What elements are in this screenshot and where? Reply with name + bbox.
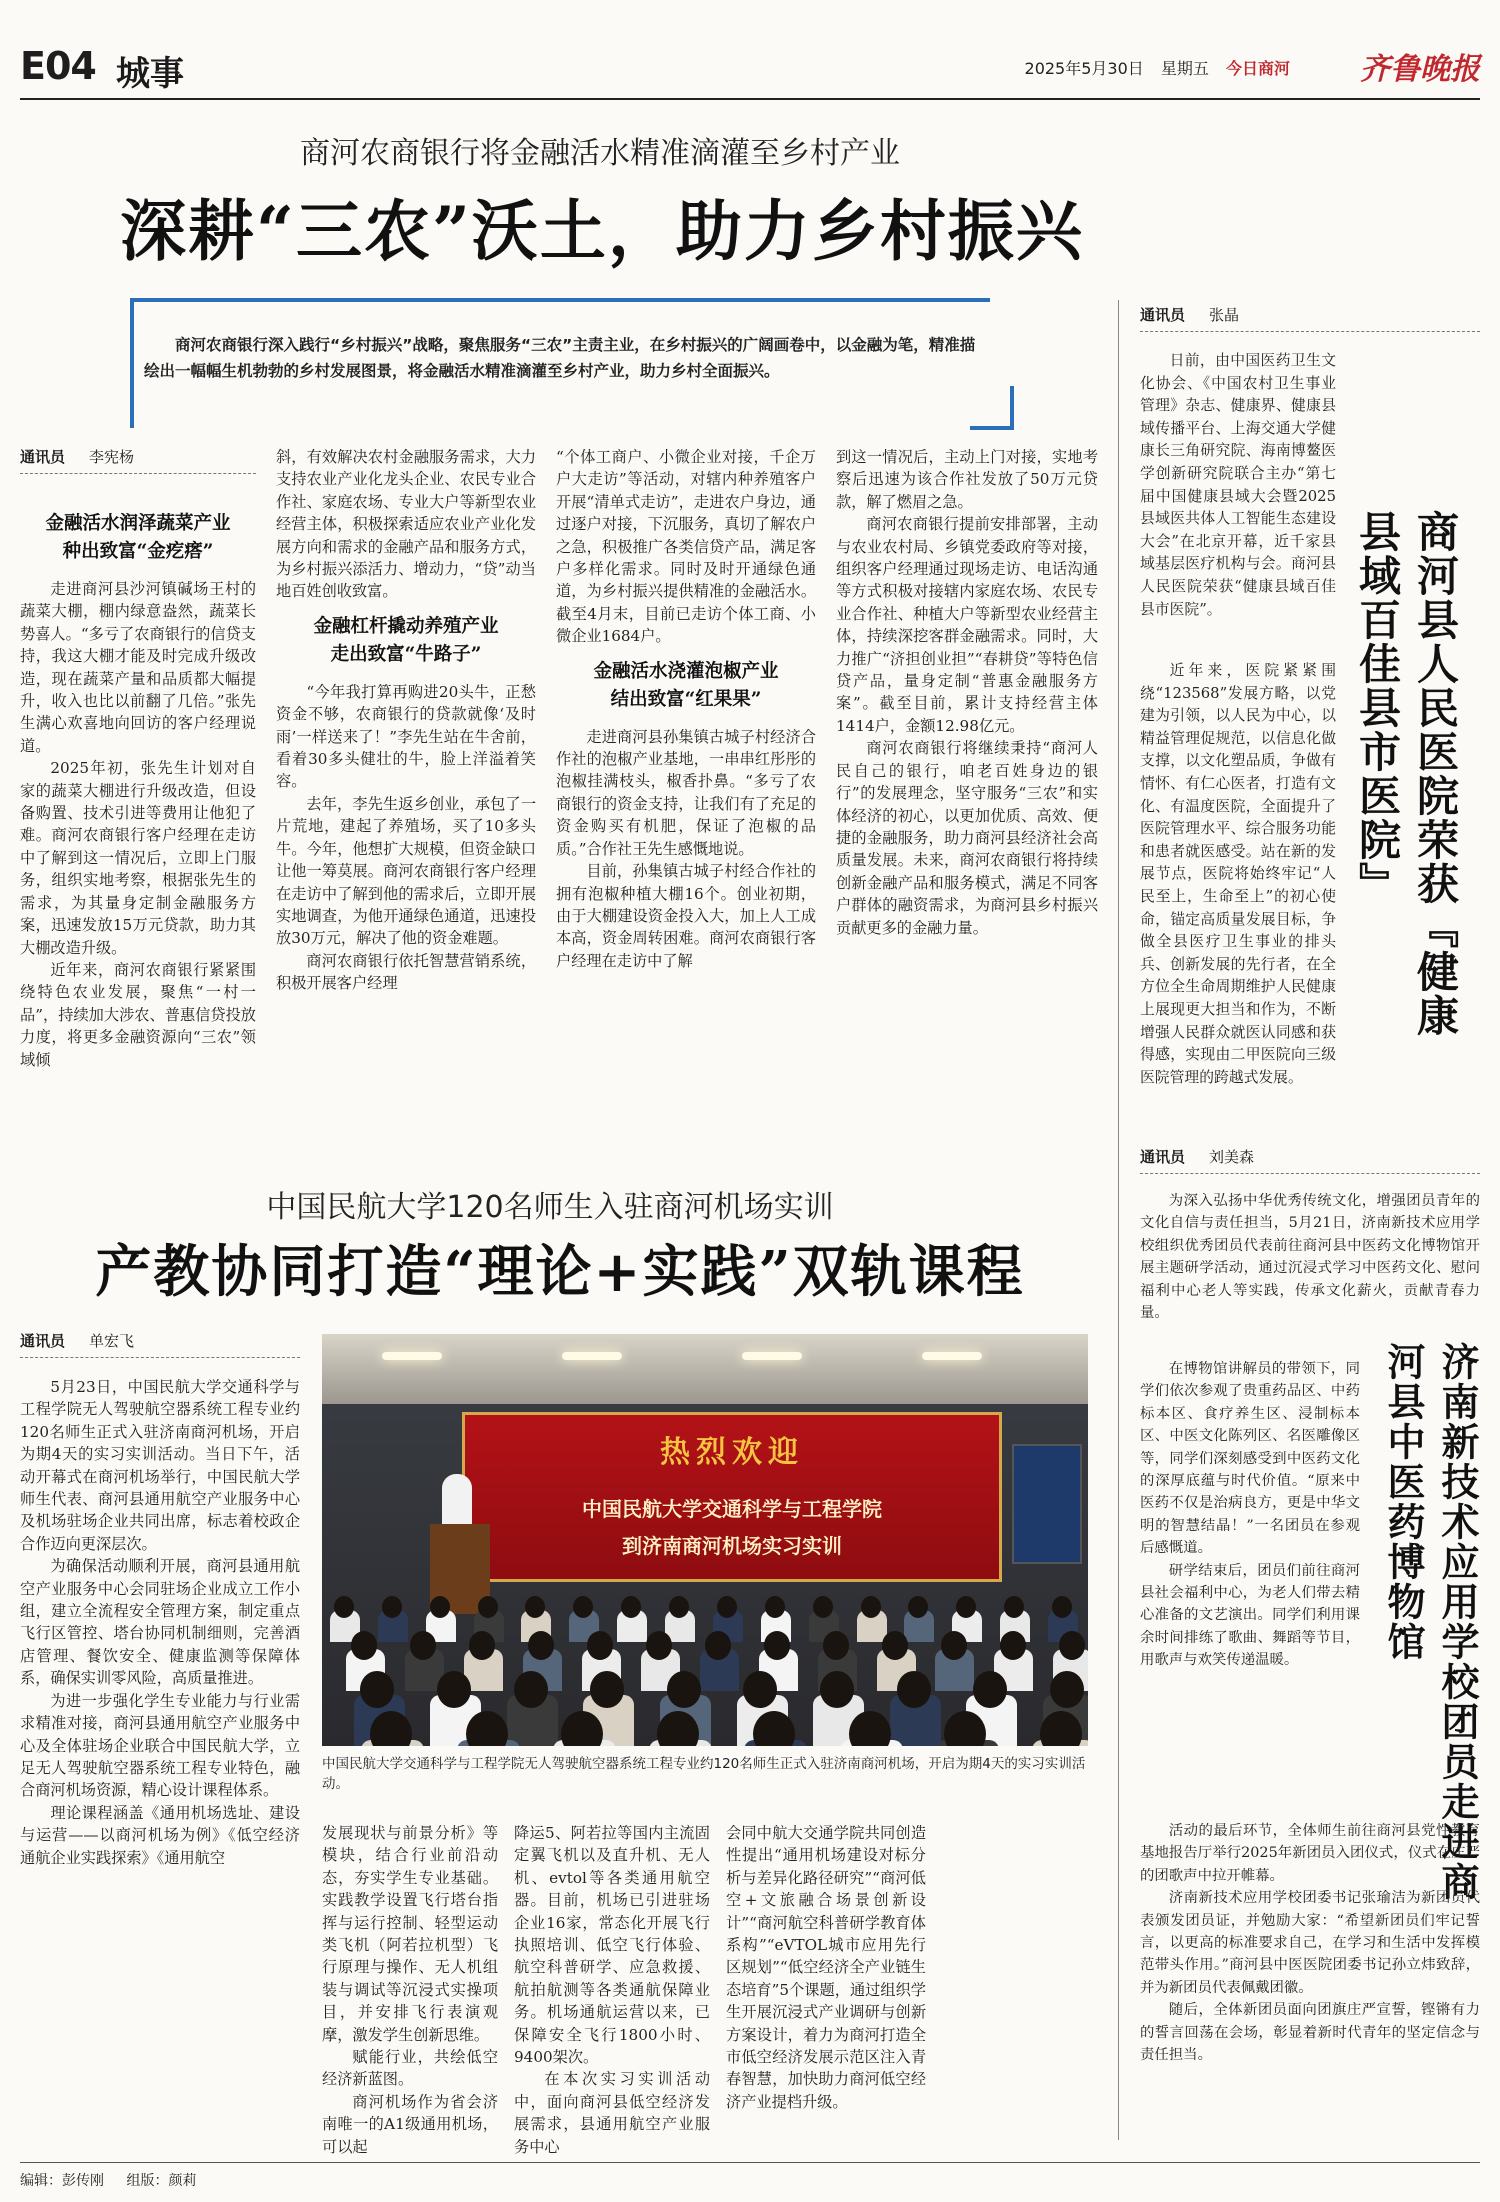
issue-date: 2025年5月30日	[1024, 59, 1144, 78]
audience-member-head	[646, 1631, 672, 1660]
audience-member-head	[410, 1631, 436, 1660]
audience-member-head	[466, 1711, 508, 1746]
audience-member-head	[849, 1711, 891, 1746]
paragraph: 随后，全体新团员面向团旗庄严宣誓，铿锵有力的誓言回荡在会场，彰显着新时代青年的坚定信念与责任担当。	[1140, 2002, 1480, 2064]
paragraph: 活动的最后环节，全体师生前往商河县党性教育基地报告厅举行2025年新团员入团仪式，仪式在庄严的团歌声中拉开帷幕。	[1140, 1823, 1480, 1884]
audience-member-head	[764, 1631, 790, 1660]
article1-byline: 通讯员 李宪杨	[20, 446, 256, 474]
article1-column-3	[556, 446, 816, 972]
paragraph: 赋能行业，共绘低空经济新蓝图。	[322, 2048, 498, 2089]
paragraph: “今年我打算再购进20头牛，正愁资金不够，农商银行的贷款就像‘及时雨’一样送来了！”李先生站在牛舍前，看着30多头健壮的牛，脸上洋溢着笑容。	[276, 682, 536, 791]
article3-byline: 通讯员 单宏飞	[20, 1330, 300, 1358]
footer-rule	[20, 2162, 1480, 2163]
speaker	[442, 1474, 472, 1529]
audience-member-head	[469, 1631, 495, 1660]
audience-member-head	[765, 1596, 785, 1618]
audience-member-head	[882, 1631, 908, 1660]
welcome-banner	[462, 1412, 1002, 1582]
audience-member-head	[382, 1596, 402, 1618]
article4-intro	[1140, 1190, 1480, 1324]
article2-body-mid	[1140, 660, 1336, 1089]
audience	[322, 1576, 1088, 1746]
audience-member-head	[334, 1596, 354, 1618]
paragraph: 商河农商银行依托智慧营销系统，积极开展客户经理	[276, 951, 536, 993]
article4-reporter: 刘美森	[1209, 1148, 1255, 1166]
editor-credit: 编辑：彭传刚	[20, 2173, 104, 2189]
article3-headline: 产教协同打造“理论+实践”双轨课程	[95, 1239, 1025, 1305]
article2-byline: 通讯员 张晶	[1140, 304, 1480, 332]
audience-member-head	[437, 1671, 471, 1708]
paragraph: 5月23日，中国民航大学交通科学与工程学院无人驾驶航空器系统工程专业约120名师生正式入驻济南商河机场，开启为期4天的实习实训活动。当日下午，活动开幕式在商河机场举行，中国民航大学师生代表、商河县通用航空产业服务中心及机场驻场企业共同出席，标志着校政企合作迈向更深层次。	[20, 1378, 300, 1553]
paragraph: 去年，李先生返乡创业，承包了一片荒地，建起了养殖场，买了10多头牛。今年，他想扩大规模，但资金缺口让他一筹莫展。商河农商银行客户经理在走访中了解到他的需求后，立即开展实地调查，为他开通绿色通道，迅速投放30万元，解决了他的资金难题。	[276, 794, 536, 948]
paragraph: 目前，孙集镇古城子村经合作社的拥有泡椒种植大棚16个。创业初期，由于大棚建设资金投入大，加上人工成本高，资金周转困难。商河农商银行客户经理在走访中了解	[556, 862, 816, 970]
article2-reporter: 张晶	[1209, 306, 1240, 324]
audience-member-head	[705, 1631, 731, 1660]
article1-subhead-3: 金融活水浇灌泡椒产业 结出致富“红果果”	[593, 660, 779, 710]
article3-reporter: 单宏飞	[89, 1332, 135, 1350]
audience-member-head	[669, 1596, 689, 1618]
audience-member-head	[717, 1596, 737, 1618]
photo-light	[922, 1352, 982, 1360]
paragraph: 商河机场作为省会济南唯一的A1级通用机场，可以起	[322, 2092, 498, 2156]
paragraph: 为深入弘扬中华优秀传统文化，增强团员青年的文化自信与责任担当，5月21日，济南新技术应用学校组织优秀团员代表前往商河县中医药文化博物馆开展主题研学活动，通过沉浸式学习中医药文化、慰问福利中心老人等实践，传承文化薪火，贡献青春力量。	[1140, 1193, 1480, 1322]
audience-member-head	[820, 1671, 854, 1708]
layout-credit: 组版：颜莉	[126, 2173, 197, 2189]
paragraph: 日前，由中国医药卫生文化协会、《中国农村卫生事业管理》杂志、健康界、健康县域传播平台、上海交通大学健康长三角研究院、海南博鳌医学创新研究院联合主办“第七届中国健康县域大会暨2025县域医共体人工智能生态建设大会”在北京开幕，近千家县域基层医疗机构与会。商河县人民医院荣获“健康县域百佳县市医院”。	[1140, 352, 1336, 618]
photo-caption: 中国民航大学交通科学与工程学院无人驾驶航空器系统工程专业约120名师生正式入驻济南商河机场，开启为期4天的实习实训活动。	[322, 1756, 1086, 1792]
article2-body-top	[1140, 350, 1336, 621]
paragraph: 商河农商银行提前安排部署，主动与农业农村局、乡镇党委政府等对接，组织客户经理通过现场走访、电话沟通等方式积极对接辖内家庭农场、农民专业合作社、种植大户等新型农业经营主体，持续深挖客群金融需求。同时，大力推广“济担创业担”“春耕贷”等特色信贷产品，量身定制“普惠金融服务方案”。截至目前，累计支持经营主体1414户，金额12.98亿元。	[836, 515, 1098, 735]
date-info	[1013, 56, 1290, 79]
masthead	[20, 40, 1480, 100]
paragraph: 发展现状与前景分析》等模块，结合行业前沿动态，夯实学生专业基础。实践教学设置飞行塔台指挥与运行控制、轻型运动类飞机（阿若拉机型）飞行原理与操作、无人机组装与调试等沉浸式实操项目，并安排飞行表演观摩，激发学生创新思维。	[322, 1824, 498, 2044]
article2-title: 商河县人民医院荣获『健康县域百佳县市医院』	[1353, 510, 1460, 1038]
paragraph: 研学结束后，团员们前往商河县社会福利中心，为老人们带去精心准备的文艺演出。同学们利用课余时间排练了歌曲、舞蹈等节目，用歌声与欢笑传递温暖。	[1140, 1562, 1360, 1669]
page-number: E04	[20, 44, 96, 88]
audience-member-head	[1000, 1631, 1026, 1660]
article1-subhead-1: 金融活水润泽蔬菜产业 种出致富“金疙瘩”	[45, 513, 231, 562]
audience-member-head	[351, 1631, 377, 1660]
audience-member-head	[528, 1631, 554, 1660]
paper-logo: 齐鲁晚报	[1360, 52, 1480, 87]
audience-member-head	[478, 1596, 498, 1618]
article4-body-wide	[1140, 1820, 1480, 2066]
issue-weekday: 星期五	[1160, 59, 1209, 78]
paragraph: 走进商河县孙集镇古城子村经济合作社的泡椒产业基地，一串串红彤彤的泡椒挂满枝头，椒香扑鼻。“多亏了农商银行的资金支持，让我们有了充足的资金购买有机肥，保证了泡椒的品质。”合作社王先生感慨地说。	[556, 727, 816, 858]
photo-light	[742, 1352, 802, 1360]
paragraph: 2025年初，张先生计划对自家的蔬菜大棚进行升级改造，但设备购置、技术引进等费用让他犯了难。商河农商银行客户经理在走访中了解到这一情况后，立即上门服务，组织实地考察，根据张先生的需求，为其量身定制金融服务方案，迅速发放15万元贷款，助力其大棚改造升级。	[20, 759, 256, 957]
article1-column-4	[836, 446, 1098, 939]
audience-member-head	[430, 1596, 450, 1618]
paragraph: 在博物馆讲解员的带领下，同学们依次参观了贵重药品区、中药标本区、食疗养生区、浸制标本区、中医文化陈列区、名医雕像区等，同学们深刻感受到中医药文化的深厚底蕴与时代价值。“原来中医药不仅是治病良方，更是中华文明的智慧结晶！”一名团员在参观后感慨道。	[1140, 1361, 1360, 1557]
photo-light	[562, 1352, 622, 1360]
article1-column-2	[276, 446, 536, 995]
article3-column-4	[726, 1822, 926, 2113]
banner-welcome: 热烈欢迎	[660, 1435, 804, 1470]
paragraph: 商河农商银行将继续秉持“商河人民自己的银行，咱老百姓身边的银行”的发展理念，坚守服务“三农”和实体经济的初心，以更加优质、高效、便捷的金融服务，助力商河县经济社会高质量发展。未来，商河农商银行将持续创新金融产品和服务模式，满足不同客户群体的融资需求，为商河县乡村振兴贡献更多的金融力量。	[836, 739, 1098, 937]
audience-member-head	[861, 1596, 881, 1618]
audience-member-head	[941, 1631, 967, 1660]
paragraph: 走进商河县沙河镇碱场王村的蔬菜大棚，棚内绿意盎然，蔬菜长势喜人。“多亏了农商银行的信贷支持，我这大棚才能及时完成升级改造，现在蔬菜产量和品质都大幅提升，收入也比以前翻了几倍。”张先生满心欢喜地向回访的客户经理说道。	[20, 580, 256, 755]
paragraph: “个体工商户、小微企业对接，千企万户大走访”等活动，对辖内种养殖客户开展“清单式走访”，走进农户身边，通过逐户对接，下沉服务，真切了解农户之急，积极推广各类信贷产品，满足客户多样化需求。同时及时开通绿色通道，为乡村振兴提供精准的金融活水。截至4月末，目前已走访个体工商、小微企业1684户。	[556, 448, 816, 646]
paragraph: 近年来，医院紧紧围绕“123568”发展方略，以党建为引领，以人民为中心，以精益管理促规范，以信息化做支撑，以文化塑品质，争做有情怀、有仁心医者，打造有文化、有温度医院，全面提升了医院管理水平、综合服务功能和患者就医感受。站在新的发展节点，医院将始终牢记“人民至上，生命至上”的初心使命，锚定高质量发展目标，争做全县医疗卫生事业的排头兵、创新发展的先行者，在全方位全生命周期维护人民健康上展现更大担当和作为，不断增强人民群众就医认同感和获得感，实现由二甲医院向三级医院管理的跨越式发展。	[1140, 662, 1336, 1086]
paragraph: 理论课程涵盖《通用机场选址、建设与运营——以商河机场为例》《低空经济通航企业实践探索》《通用航空	[20, 1803, 300, 1867]
side-screen	[1012, 1444, 1082, 1564]
article1-reporter: 李宪杨	[89, 448, 135, 466]
paragraph: 斜，有效解决农村金融服务需求，大力支持农业产业化龙头企业、农民专业合作社、家庭农场、专业大户等新型农业经营主体，积极探索适应农业产业化发展方向和需求的金融产品和服务方式，为乡村振兴添活力、增动力，“贷”动当地百姓创收致富。	[276, 448, 536, 601]
article4-title: 济南新技术应用学校团员走进商河县中医药博物馆	[1381, 1342, 1480, 1902]
article1-column-1	[20, 500, 256, 1071]
article4-byline: 通讯员 刘美森	[1140, 1146, 1480, 1174]
section-name: 城事	[116, 54, 184, 94]
photo-light	[382, 1352, 442, 1360]
audience-member-head	[823, 1631, 849, 1660]
paragraph: 近年来，商河农商银行紧紧围绕特色农业发展，聚焦“一村一品”，持续加大涉农、普惠信贷投放力度，将更多金融资源向“三农”领域倾	[20, 960, 256, 1069]
audience-member-head	[370, 1711, 412, 1746]
article1-kicker: 商河农商银行将金融活水精准滴灌至乡村产业	[300, 136, 900, 171]
article3-kicker: 中国民航大学120名师生入驻商河机场实训	[266, 1190, 834, 1225]
audience-member-head	[897, 1671, 931, 1708]
article1-lede-box	[130, 298, 990, 428]
audience-member-head	[1059, 1631, 1085, 1660]
event-photo	[322, 1334, 1088, 1746]
audience-member-head	[1050, 1671, 1084, 1708]
column-divider	[1118, 300, 1119, 2140]
banner-line-1: 中国民航大学交通科学与工程学院	[582, 1497, 882, 1521]
paragraph: 为进一步强化学生专业能力与行业需求精准对接，商河县通用航空产业服务中心及全体驻场企业联合中国民航大学，立足无人驾驶航空器系统工程专业特色，融合商河机场资源，精心设计课程体系。	[20, 1691, 300, 1800]
paragraph: 为确保活动顺利开展，商河县通用航空产业服务中心会同驻场企业成立工作小组，建立全流程安全管理方案，制定重点飞行区管控、塔台协同机制细则，完善酒店管理、餐饮安全、健康监测等保障体系，确保实训零风险，高质量推进。	[20, 1557, 300, 1688]
audience-member-head	[514, 1671, 548, 1708]
audience-member-head	[753, 1711, 795, 1746]
article1-subhead-2: 金融杠杆撬动养殖产业 走出致富“牛路子”	[313, 615, 499, 665]
paragraph: 在本次实习实训活动中，面向商河县低空经济发展需求，县通用航空产业服务中心	[514, 2070, 710, 2156]
banner-line-2: 到济南商河机场实习实训	[622, 1534, 842, 1558]
audience-member-head	[587, 1631, 613, 1660]
audience-member-head	[667, 1671, 701, 1708]
article1-lede: 商河农商银行深入践行“乡村振兴”战略，聚焦服务“三农”主责主业，在乡村振兴的广阔画卷中，以金融为笔，精准描绘出一幅幅生机勃勃的乡村发展图景，将金融活水精准滴灌至乡村产业，助力乡村全面振兴。	[144, 336, 976, 380]
audience-member-head	[1052, 1596, 1072, 1618]
article1-headline: 深耕“三农”沃土，助力乡村振兴	[120, 192, 1084, 270]
article3-column-1	[20, 1376, 300, 1869]
audience-member-head	[813, 1596, 833, 1618]
edition-name: 今日商河	[1225, 59, 1290, 78]
paragraph: 会同中航大交通学院共同创造性提出“通用机场建设对标分析与差异化路径研究”“商河低空+文旅融合场景创新设计”“商河航空科普研学教育体系构”“eVTOL城市应用先行区规划”“低空经济全产业链生态培育”5个课题，通过组织学生开展沉浸式产业调研与创新方案设计，着力为商河打造全市低空经济发展示范区注入青春智慧，加快助力商河低空经济产业提档升级。	[726, 1824, 926, 2111]
paragraph: 到这一情况后，主动上门对接，实地考察后迅速为该合作社发放了50万元贷款，解了燃眉之急。	[836, 448, 1098, 511]
photo-ceiling	[322, 1334, 1088, 1404]
article3-column-3	[514, 1822, 710, 2158]
article4-body-narrow	[1140, 1358, 1360, 1672]
paragraph: 降运5、阿若拉等国内主流固定翼飞机以及直升机、无人机、evtol等各类通用航空器。目前，机场已引进驻场企业16家，常态化开展飞行执照培训、低空飞行体验、航空科普研学、应急救援、航拍航测等各类通航保障业务。机场通航运营以来，已保障安全飞行1800小时、9400架次。	[514, 1824, 710, 2067]
paragraph: 济南新技术应用学校团委书记张瑜洁为新团员代表颁发团员证，并勉励大家：“希望新团员们牢记誓言，以更高的标准要求自己，在学习和生活中发挥模范带头作用。”商河县中医医院团委书记孙立炜致辞，并为新团员代表佩戴团徽。	[1140, 1890, 1480, 1996]
footer	[20, 2170, 196, 2190]
article3-column-2	[322, 1822, 498, 2158]
